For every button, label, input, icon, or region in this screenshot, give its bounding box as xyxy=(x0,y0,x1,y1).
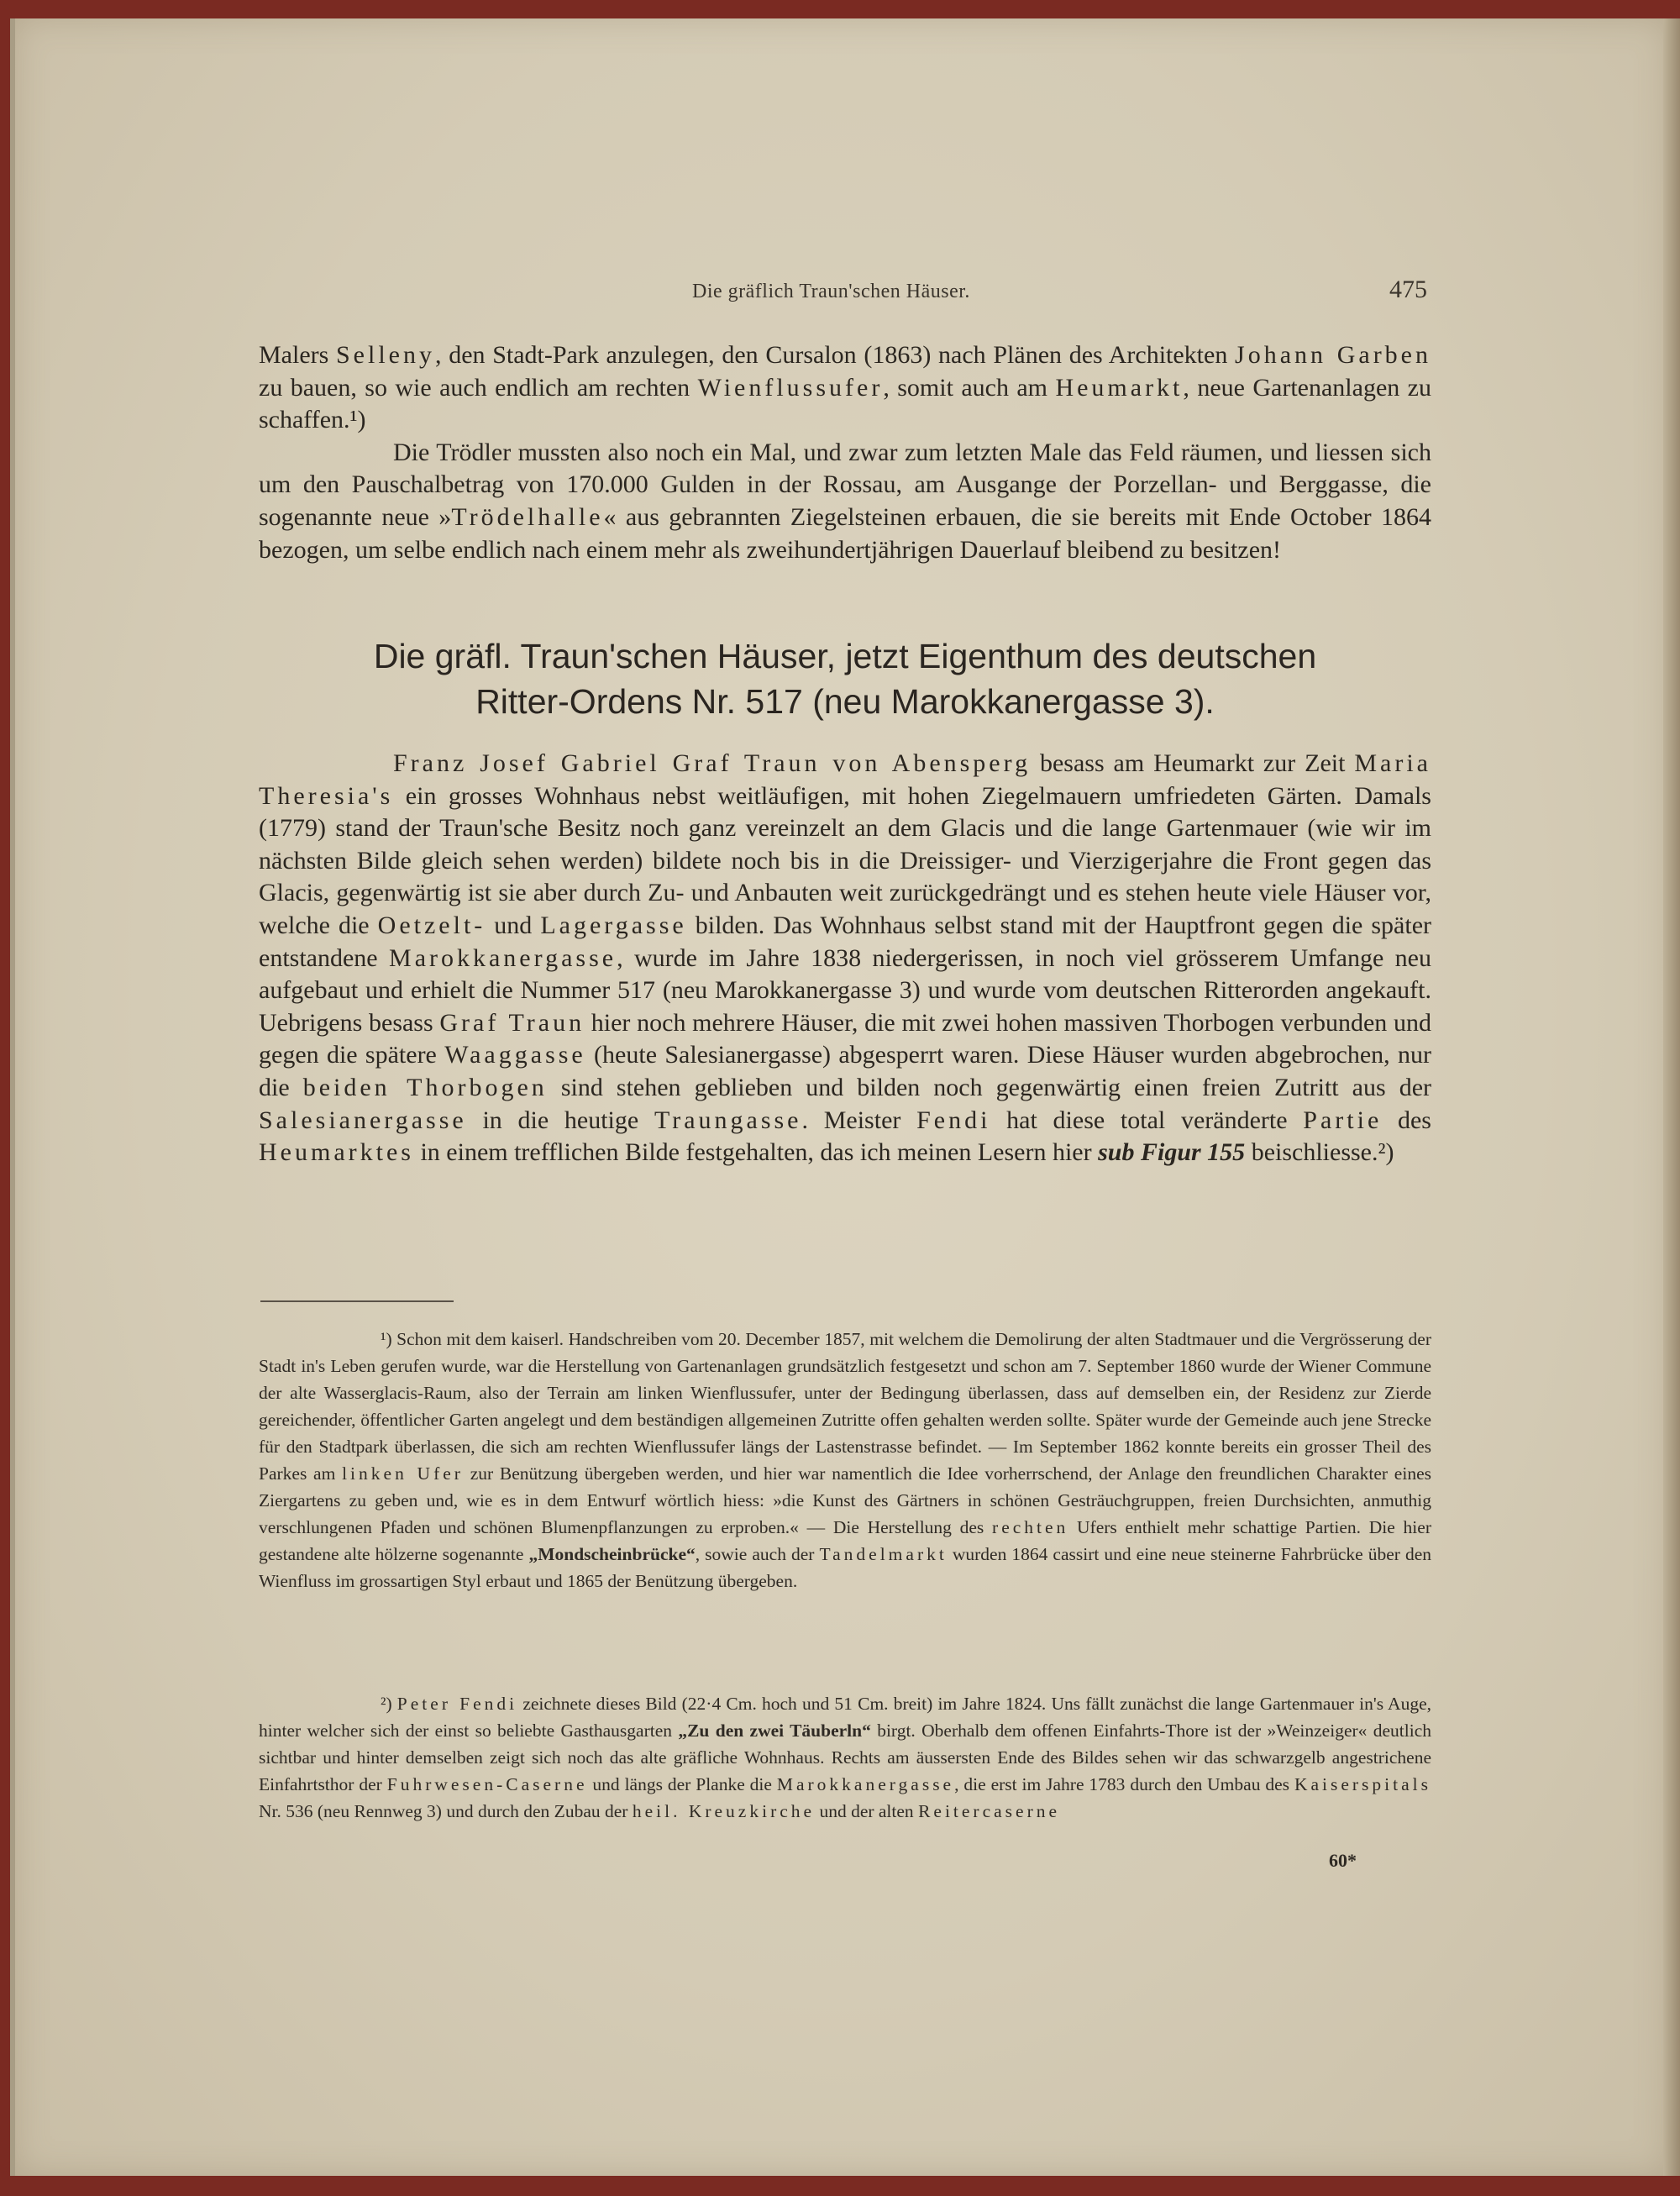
spaced-name: Heumarkt xyxy=(1055,373,1184,402)
text-run: in einem trefflichen Bilde festgehalten, das ich meinen Lesern hier xyxy=(413,1138,1099,1167)
text-run: , sowie auch der xyxy=(695,1544,820,1564)
spaced-name: Fendi xyxy=(916,1106,991,1134)
text-run: sind stehen geblieben und bilden noch gegenwärtig einen freien Zutritt aus der xyxy=(547,1073,1432,1101)
text-run: zeichnete dieses Bild (22·4 Cm. hoch und 51 Cm. breit) im Jahre 1824. Uns fällt zunächst die lange Gartenmauer in's Auge, hinter welcher sich der einst so beliebte Gasthausgarten xyxy=(259,1694,1432,1741)
text-run: , wurde im Jahre 1838 niedergerissen, in noch viel grösserem Umfange neu aufgebaut und erhielt die Nummer 517 (neu Marokkanergasse 3) und wurde vom deutschen Ritterorden angekauft. Uebrigens besass xyxy=(259,943,1431,1037)
text-run: , den Stadt-Park anzulegen, den Cursalon (1863) nach Plänen des Architekten xyxy=(435,341,1236,369)
spaced-name: Waaggasse xyxy=(444,1041,586,1069)
text-run: zu bauen, so wie auch endlich am rechten xyxy=(259,373,698,402)
paragraph-1 xyxy=(259,339,1431,437)
text-run: Ufers enthielt mehr schattige Partien. Die hier gestandene alte hölzerne sogenannte xyxy=(259,1517,1431,1564)
spaced-name: Selleny xyxy=(336,341,435,369)
book-page xyxy=(10,18,1668,2176)
text-run: zur Benützung übergeben werden, und hier war namentlich die Idee vorherrschend, der Anlage den freundlichen Charakter eines Ziergartens zu geben und, wie es in dem Entwurf wörtlich hiess: »die Kunst des Gärtners in schönen Gesträuchgruppen, freien Durchsichten, anmuthig verschlungenen Pfaden und schönen Blumenpflanzungen zu erproben.« — Die Herstellung des xyxy=(259,1463,1431,1537)
text-run: Nr. 536 (neu Rennweg 3) und durch den Zubau der xyxy=(259,1801,633,1821)
text-run: wurden 1864 cassirt und eine neue steinerne Fahrbrücke über den Wienfluss im grossartigen Styl erbaut und 1865 der Benützung übergeben. xyxy=(259,1544,1432,1591)
text-run: Die Trödler mussten also noch ein Mal, und zwar zum letzten Male das Feld räumen, und liessen sich um den Pauschalbetrag von 170.000 Gulden in der Rossau, am Ausgange der Porzellan- und Berggasse, die sogenannte neue » xyxy=(259,438,1431,531)
section-heading xyxy=(259,633,1431,724)
spaced-name: Reitercaserne xyxy=(918,1801,1061,1821)
spaced-name: Trödelhalle xyxy=(451,502,604,531)
page-number: 475 xyxy=(1389,276,1427,303)
spaced-name: Partie xyxy=(1303,1106,1383,1134)
text-run: , neue Gartenanlagen zu schaffen.¹) xyxy=(259,373,1431,434)
text-run: des xyxy=(1382,1106,1431,1134)
body-text-main xyxy=(259,748,1431,1169)
text-run: , die erst im Jahre 1783 durch den Umbau des xyxy=(954,1774,1294,1794)
text-run: hier noch mehrere Häuser, die mit zwei hohen massiven Thorbogen verbunden und gegen die spätere xyxy=(259,1008,1431,1069)
text-run: ein grosses Wohnhaus nebst weitläufigen, mit hohen Ziegelmauern umfriedeten Gärten. Damals (1779) stand der Traun'sche Besitz noch ganz vereinzelt an dem Glacis und die lange Gartenmauer (wie wir im nächsten Bilde gleich sehen werden) bildete noch bis in die Dreissiger- und Vierzigerjahre die Front gegen das Glacis, gegenwärtig ist sie aber durch Zu- und Anbauten weit zurückgedrängt und es stehen heute viele Häuser vor, welche die xyxy=(259,781,1431,939)
fraktur-name: „Zu den zwei Täuberln“ xyxy=(678,1721,871,1741)
text-run: hat diese total veränderte xyxy=(990,1106,1304,1134)
spaced-name: Graf Traun xyxy=(439,1008,585,1037)
footnote-2-text xyxy=(259,1690,1431,1825)
spaced-name: Johann Garben xyxy=(1235,341,1431,369)
spaced-name: Marokkanergasse xyxy=(776,1774,955,1794)
text-run: ²) xyxy=(381,1694,397,1714)
running-title: Die gräflich Traun'schen Häuser. xyxy=(692,281,970,302)
text-run: und der alten xyxy=(815,1801,919,1821)
text-run: bilden. Das Wohnhaus selbst stand mit der Hauptfront gegen die später entstandene xyxy=(259,911,1432,972)
spaced-name: Traungasse xyxy=(654,1106,802,1134)
spaced-name: Peter Fendi xyxy=(396,1694,518,1714)
spaced-name: Fuhrwesen-Caserne xyxy=(386,1774,588,1794)
spaced-name: Lagergasse xyxy=(540,911,687,939)
text-run: in die heutige xyxy=(466,1106,654,1134)
figure-reference: sub Figur 155 xyxy=(1098,1138,1246,1167)
spaced-name: Oetzelt- xyxy=(377,911,486,939)
text-run: beischliesse.²) xyxy=(1245,1138,1394,1167)
page-edge xyxy=(1663,18,1680,2176)
heading-line-2: Ritter-Ordens Nr. 517 (neu Marokkanergasse 3). xyxy=(475,682,1215,721)
footnote-divider xyxy=(260,1300,454,1302)
paragraph-2 xyxy=(259,437,1431,566)
text-run: Malers xyxy=(259,341,336,369)
spaced-name: Heumarktes xyxy=(259,1138,414,1167)
text-run: besass am Heumarkt zur Zeit xyxy=(1031,749,1355,777)
body-text-top xyxy=(259,339,1431,566)
spaced-name: linken Ufer xyxy=(342,1463,464,1484)
text-run: « aus gebrannten Ziegelsteinen erbauen, die sie bereits mit Ende October 1864 bezogen, um selbe endlich nach einem mehr als zweihundertjährigen Dauerlauf bleibend zu besitzen! xyxy=(259,502,1431,564)
spaced-name: Kaiserspitals xyxy=(1294,1774,1431,1794)
spaced-name: Wienflussufer xyxy=(697,373,884,402)
heading-line-1: Die gräfl. Traun'schen Häuser, jetzt Eigenthum des deutschen xyxy=(373,637,1317,675)
spaced-name: Salesianergasse xyxy=(259,1106,467,1134)
spaced-name: Tandelmarkt xyxy=(819,1544,948,1564)
spaced-name: heil. Kreuzkirche xyxy=(632,1801,816,1821)
spaced-name: beiden Thorbogen xyxy=(302,1073,548,1101)
text-run: birgt. Oberhalb dem offenen Einfahrts-Thore ist der »Weinzeiger« deutlich sichtbar und hinter demselben zeigt sich noch das alte gräfliche Wohnhaus. Rechts am äussersten Ende des Bildes sehen wir das schwarzgelb angestrichene Einfahrtsthor der xyxy=(259,1721,1431,1794)
text-run: , somit auch am xyxy=(883,373,1056,402)
text-run: ¹) Schon mit dem kaiserl. Handschreiben vom 20. December 1857, mit welchem die Demolirung der alten Stadtmauer und die Vergrösserung der Stadt in's Leben gerufen wurde, war die Herstellung von Gartenanlagen grundsätzlich festgesetzt und schon am 7. September 1860 wurde der Wiener Commune der alte Wasserglacis-Raum, also der Terrain am linken Wienflussufer, unter der Bedingung überlassen, dass auf demselben ein, der Residenz zur Zierde gereichender, öffentlicher Garten angelegt und dem beständigen allgemeinen Zutritte offen gehalten werden sollte. Später wurde der Gemeinde auch jene Strecke für den Stadtpark überlassen, die sich am rechten Wienflussufer längs der Lastenstrasse befindet. — Im September 1862 konnte bereits ein grosser Theil des Parkes am xyxy=(259,1329,1431,1484)
text-run: und längs der Planke die xyxy=(587,1774,777,1794)
text-run: . Meister xyxy=(801,1106,917,1134)
text-run: und xyxy=(486,911,541,939)
footnote-1-text xyxy=(259,1326,1431,1594)
spaced-name: rechten xyxy=(992,1517,1069,1537)
footnote-2 xyxy=(259,1690,1431,1825)
paragraph-3 xyxy=(259,748,1431,1169)
text-run: (heute Salesianergasse) abgesperrt waren. Diese Häuser wurden abgebrochen, nur die xyxy=(259,1041,1431,1101)
spaced-name: Marokkanergasse xyxy=(389,943,617,972)
spaced-name: Maria Theresia's xyxy=(259,749,1431,810)
fraktur-name: „Mondscheinbrücke“ xyxy=(528,1544,696,1564)
footnote-1 xyxy=(259,1326,1431,1594)
spaced-name: Franz Josef Gabriel Graf Traun von Abensperg xyxy=(393,749,1032,777)
signature-mark: 60* xyxy=(1329,1850,1357,1871)
